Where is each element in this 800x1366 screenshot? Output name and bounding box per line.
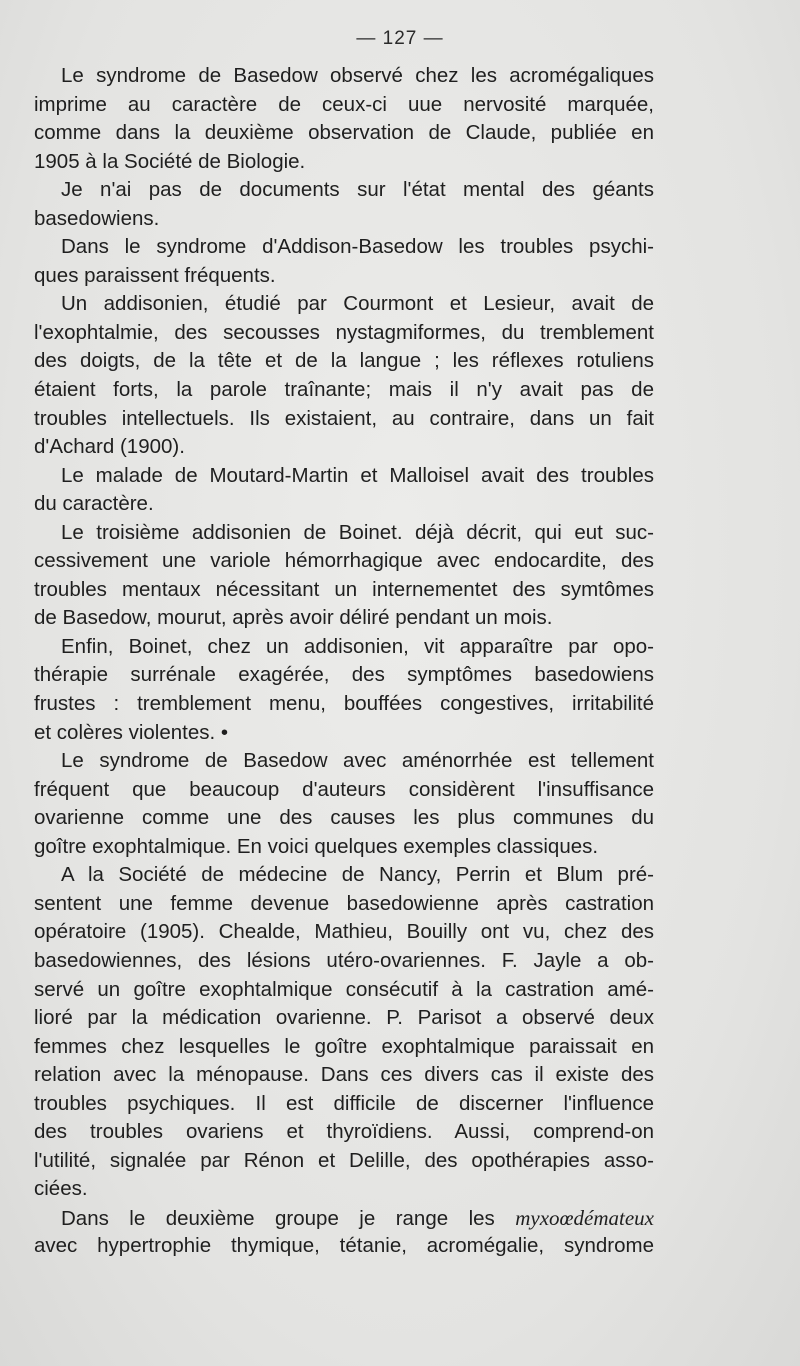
- text-line: sentent une femme devenue basedowienne après castration: [34, 891, 654, 915]
- text-line: l'utilité, signalée par Rénon et Delille, des opothérapies asso-: [34, 1148, 654, 1172]
- page-number: — 127 —: [356, 28, 444, 49]
- text-line: troubles mentaux nécessitant un internementet des symtômes: [34, 577, 654, 601]
- text-line: des doigts, de la tête et de la langue ; les réflexes rotuliens: [34, 349, 654, 373]
- text-line: fréquent que beaucoup d'auteurs considèrent l'insuffisance: [34, 777, 654, 801]
- text-line: du caractère.: [34, 492, 154, 516]
- text-line: ciées.: [34, 1177, 88, 1201]
- body-text: [34, 62, 654, 1261]
- text-line: troubles intellectuels. Ils existaient, au contraire, dans un fait: [34, 406, 654, 430]
- text-line: et colères violentes. •: [34, 720, 229, 744]
- text-line: d'Achard (1900).: [34, 435, 185, 459]
- text-line: des troubles ovariens et thyroïdiens. Aussi, comprend-on: [34, 1120, 654, 1144]
- text-line: A la Société de médecine de Nancy, Perrin et Blum pré-: [61, 863, 654, 887]
- text-line: servé un goître exophtalmique consécutif à la castration amé-: [34, 977, 654, 1001]
- text-line: imprime au caractère de ceux-ci uue nervosité marquée,: [34, 92, 654, 116]
- text-line-final-paragraph-1: Dans le deuxième groupe je range les myxoœdémateux: [61, 1205, 654, 1230]
- text-line: troubles psychiques. Il est difficile de discerner l'influence: [34, 1091, 654, 1115]
- text-lines: [34, 62, 654, 1204]
- text-line: basedowiennes, des lésions utéro-ovariennes. F. Jayle a ob-: [34, 948, 654, 972]
- text-line: l'exophtalmie, des secousses nystagmiformes, du tremblement: [34, 320, 654, 344]
- text-line: basedowiens.: [34, 206, 160, 230]
- text-line: ovarienne comme une des causes les plus communes du: [34, 806, 654, 830]
- text-line: goître exophtalmique. En voici quelques exemples classiques.: [34, 834, 599, 858]
- text-line: frustes : tremblement menu, bouffées congestives, irritabilité: [34, 692, 654, 716]
- text-line: Le troisième addisonien de Boinet. déjà décrit, qui eut suc-: [61, 520, 654, 544]
- text-line: relation avec la ménopause. Dans ces divers cas il existe des: [34, 1063, 654, 1087]
- text-line: Le syndrome de Basedow avec aménorrhée est tellement: [61, 749, 654, 773]
- text-line: Enfin, Boinet, chez un addisonien, vit apparaître par opo-: [61, 634, 654, 658]
- text-line: ques paraissent fréquents.: [34, 263, 276, 287]
- text-line: 1905 à la Société de Biologie.: [34, 149, 306, 173]
- text-line: Le syndrome de Basedow observé chez les acromégaliques: [61, 64, 654, 87]
- text-line: Je n'ai pas de documents sur l'état mental des géants: [61, 178, 654, 202]
- text-line: cessivement une variole hémorrhagique avec endocardite, des: [34, 549, 654, 573]
- text-line: Un addisonien, étudié par Courmont et Lesieur, avait de: [61, 292, 654, 316]
- text-line: Dans le syndrome d'Addison-Basedow les troubles psychi-: [61, 235, 654, 259]
- text-line: étaient forts, la parole traînante; mais il n'y avait pas de: [34, 378, 654, 402]
- text-line-final-paragraph-2: avec hypertrophie thymique, tétanie, acromégalie, syndrome: [34, 1234, 654, 1258]
- text-line: thérapie surrénale exagérée, des symptômes basedowiens: [34, 663, 654, 687]
- text-line: opératoire (1905). Chealde, Mathieu, Bouilly ont vu, chez des: [34, 920, 654, 944]
- text-line: femmes chez lesquelles le goître exophtalmique paraissait en: [34, 1034, 654, 1058]
- text-line: Le malade de Moutard-Martin et Malloisel avait des troubles: [61, 463, 654, 487]
- italic-term: myxoœdémateux: [515, 1205, 654, 1230]
- text-line: lioré par la médication ovarienne. P. Parisot a observé deux: [34, 1006, 654, 1030]
- text-line: de Basedow, mourut, après avoir déliré pendant un mois.: [34, 606, 553, 630]
- text-line: comme dans la deuxième observation de Claude, publiée en: [34, 121, 654, 145]
